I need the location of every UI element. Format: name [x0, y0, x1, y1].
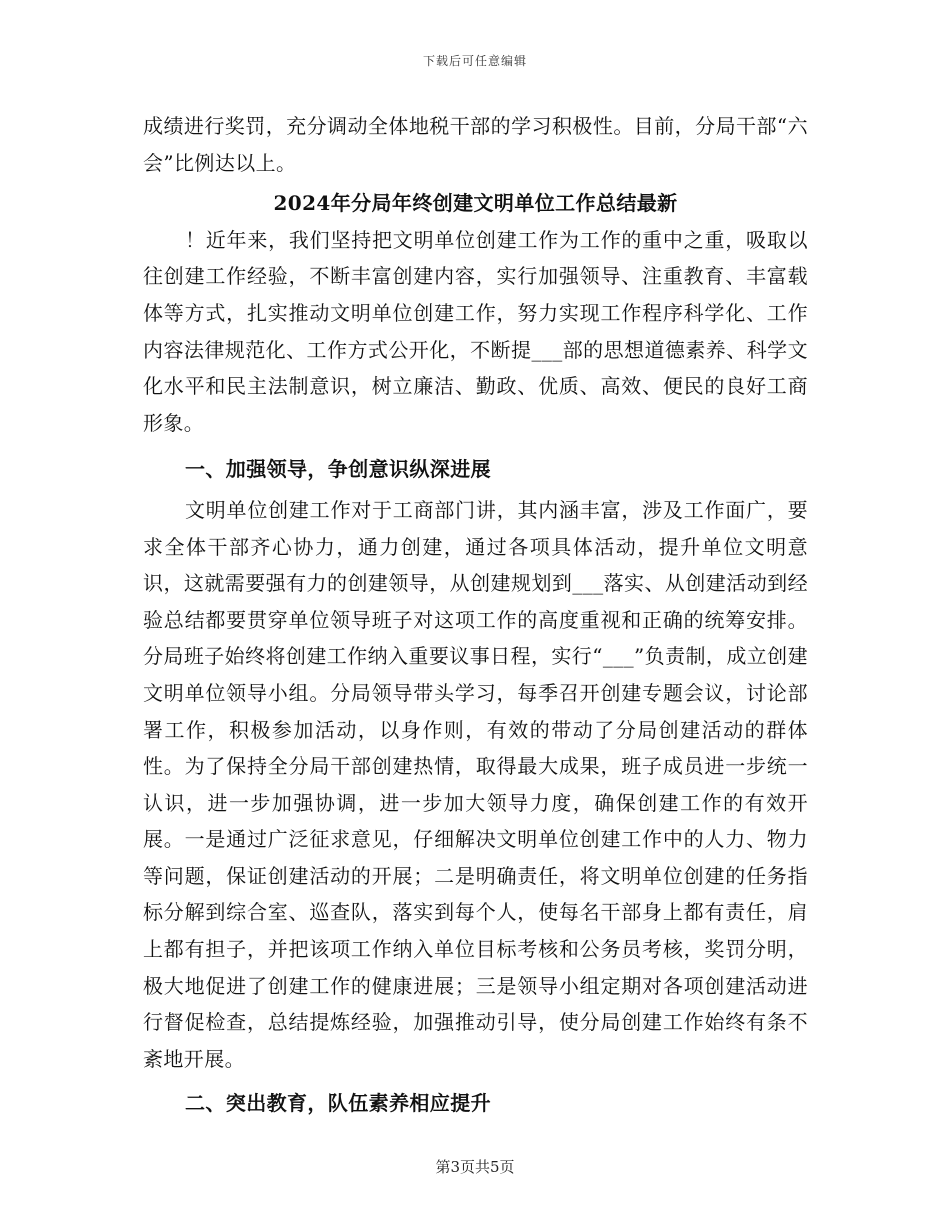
download-note: 下载后可任意编辑 [422, 54, 527, 68]
carryover-paragraph: 成绩进行奖罚，充分调动全体地税干部的学习积极性。目前，分局干部“六会”比例达以上。 [143, 114, 808, 175]
document-body [143, 108, 808, 1126]
section-1-paragraph: 文明单位创建工作对于工商部门讲，其内涵丰富，涉及工作面广，要求全体干部齐心协力，通力创建，通过各项具体活动，提升单位文明意识，这就需要强有力的创建领导，从创建规划到___落实、从创建活动到经验总结都要贯穿单位领导班子对这项工作的高度重视和正确的统筹安排。分局班子始终将创建工作纳入重要议事日程，实行“___”负责制，成立创建文明单位领导小组。分局领导带头学习，每季召开创建专题会议，讨论部署工作，积极参加活动，以身作则，有效的带动了分局创建活动的群体性。为了保持全分局干部创建热情，取得最大成果，班子成员进一步统一认识，进一步加强协调，进一步加大领导力度，确保创建工作的有效开展。一是通过广泛征求意见，仔细解决文明单位创建工作中的人力、物力等问题，保证创建活动的开展；二是明确责任，将文明单位创建的任务指标分解到综合室、巡查队，落实到每个人，使每名干部身上都有责任，肩上都有担子，并把该项工作纳入单位目标考核和公务员考核，奖罚分明，极大地促进了创建工作的健康进展；三是领导小组定期对各项创建活动进行督促检查，总结提炼经验，加强推动引导，使分局创建工作始终有条不紊地开展。 [143, 497, 808, 1071]
page-number: 第3页共5页 [435, 1158, 515, 1176]
document-title: 2024年分局年终创建文明单位工作总结最新 [273, 191, 678, 216]
section-2-heading: 二、突出教育，队伍素养相应提升 [185, 1091, 491, 1116]
intro-paragraph: ！近年来，我们坚持把文明单位创建工作为工作的重中之重，吸取以往创建工作经验，不断丰富创建内容，实行加强领导、注重教育、丰富载体等方式，扎实推动文明单位创建工作，努力实现工作程序科学化、工作内容法律规范化、工作方式公开化，不断提___部的思想道德素养、科学文化水平和民主法制意识，树立廉洁、勤政、优质、高效、便民的良好工商形象。 [143, 227, 808, 435]
section-1-heading: 一、加强领导，争创意识纵深进展 [185, 457, 491, 482]
